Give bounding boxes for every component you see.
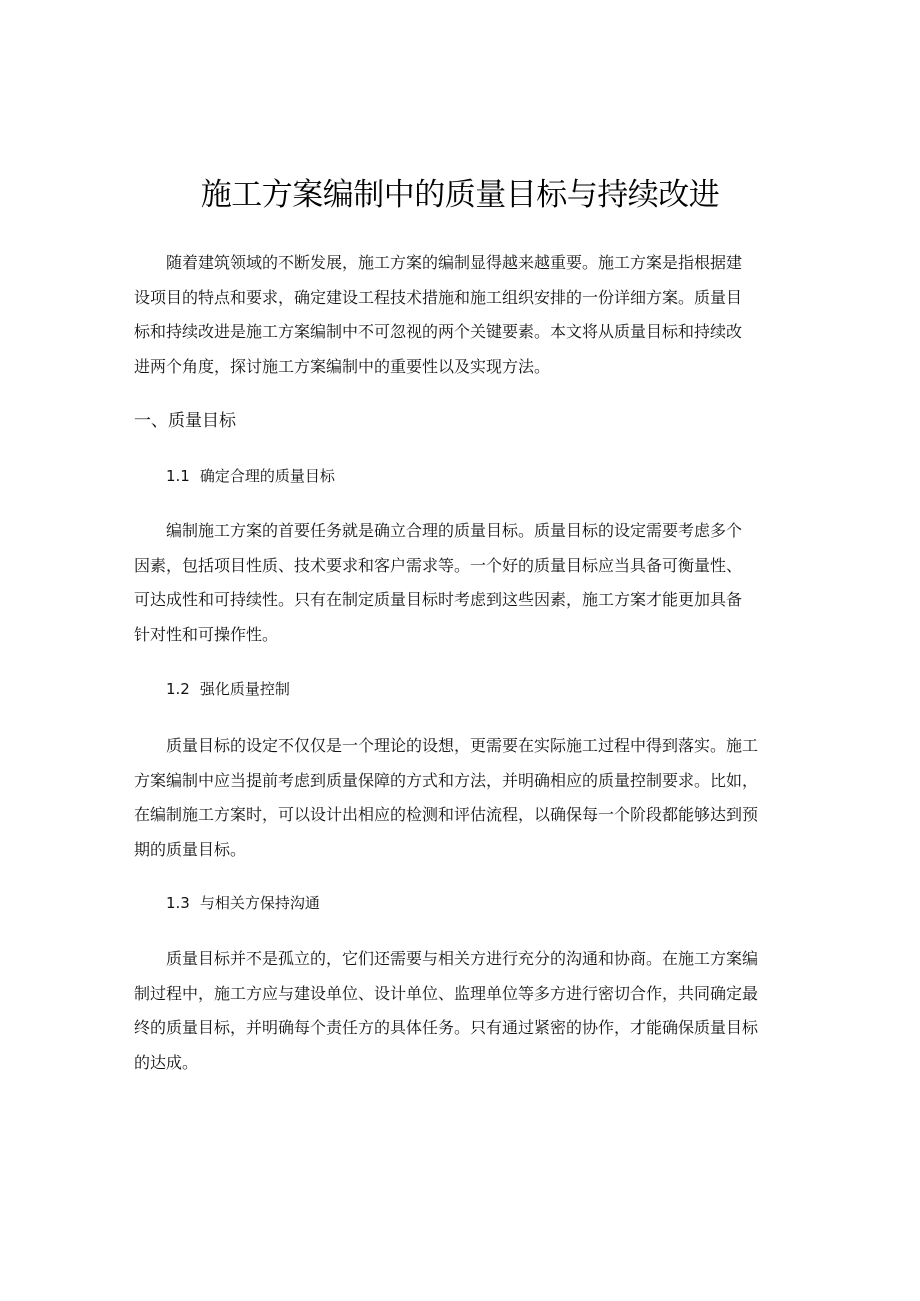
paragraph-line: 标和持续改进是施工方案编制中不可忽视的两个关键要素。本文将从质量目标和持续改 bbox=[134, 322, 743, 341]
paragraph-line: 编制施工方案的首要任务就是确立合理的质量目标。质量目标的设定需要考虑多个 bbox=[166, 521, 743, 540]
paragraph-line: 质量目标并不是孤立的，它们还需要与相关方进行充分的沟通和协商。在施工方案编 bbox=[166, 949, 759, 968]
subsection-heading-1-3 bbox=[166, 888, 320, 918]
subsection-title: 强化质量控制 bbox=[199, 680, 290, 698]
paragraph-line: 方案编制中应当提前考虑到质量保障的方式和方法，并明确相应的质量控制要求。比如， bbox=[134, 770, 759, 790]
paragraph-1-2 bbox=[134, 729, 796, 867]
subsection-heading-1-1 bbox=[166, 461, 335, 491]
section-heading: 一、质量目标 bbox=[134, 411, 236, 431]
paragraph-line: 制过程中，施工方应与建设单位、设计单位、监理单位等多方进行密切合作，共同确定最 bbox=[134, 983, 759, 1003]
paragraph-line: 终的质量目标，并明确每个责任方的具体任务。只有通过紧密的协作，才能确保质量目标 bbox=[134, 1018, 759, 1037]
subsection-number: 1.1 bbox=[166, 467, 190, 485]
subsection-number: 1.2 bbox=[166, 680, 190, 698]
paragraph-line: 可达成性和可持续性。只有在制定质量目标时考虑到这些因素，施工方案才能更加具备 bbox=[134, 590, 743, 609]
paragraph-line: 因素，包括项目性质、技术要求和客户需求等。一个好的质量目标应当具备可衡量性、 bbox=[134, 555, 743, 575]
paragraph-line: 随着建筑领域的不断发展，施工方案的编制显得越来越重要。施工方案是指根据建 bbox=[166, 253, 743, 272]
paragraph-line: 的达成。 bbox=[134, 1052, 199, 1072]
paragraph-1-1 bbox=[134, 514, 796, 652]
subsection-number: 1.3 bbox=[166, 894, 190, 912]
paragraph-1-3 bbox=[134, 942, 796, 1080]
subsection-title: 确定合理的质量目标 bbox=[199, 467, 335, 485]
paragraph-line: 在编制施工方案时，可以设计出相应的检测和评估流程，以确保每一个阶段都能够达到预 bbox=[134, 805, 759, 824]
paragraph-line: 期的质量目标。 bbox=[134, 839, 247, 859]
paragraph-line: 针对性和可操作性。 bbox=[134, 624, 279, 644]
paragraph-line: 设项目的特点和要求，确定建设工程技术措施和施工组织安排的一份详细方案。质量目 bbox=[134, 287, 743, 307]
intro-paragraph bbox=[134, 246, 796, 384]
subsection-title: 与相关方保持沟通 bbox=[199, 894, 320, 912]
document-title: 施工方案编制中的质量目标与持续改进 bbox=[200, 177, 720, 213]
paragraph-line: 质量目标的设定不仅仅是一个理论的设想，更需要在实际施工过程中得到落实。施工 bbox=[166, 736, 759, 755]
subsection-heading-1-2 bbox=[166, 674, 290, 704]
paragraph-line: 进两个角度，探讨施工方案编制中的重要性以及实现方法。 bbox=[134, 356, 551, 376]
